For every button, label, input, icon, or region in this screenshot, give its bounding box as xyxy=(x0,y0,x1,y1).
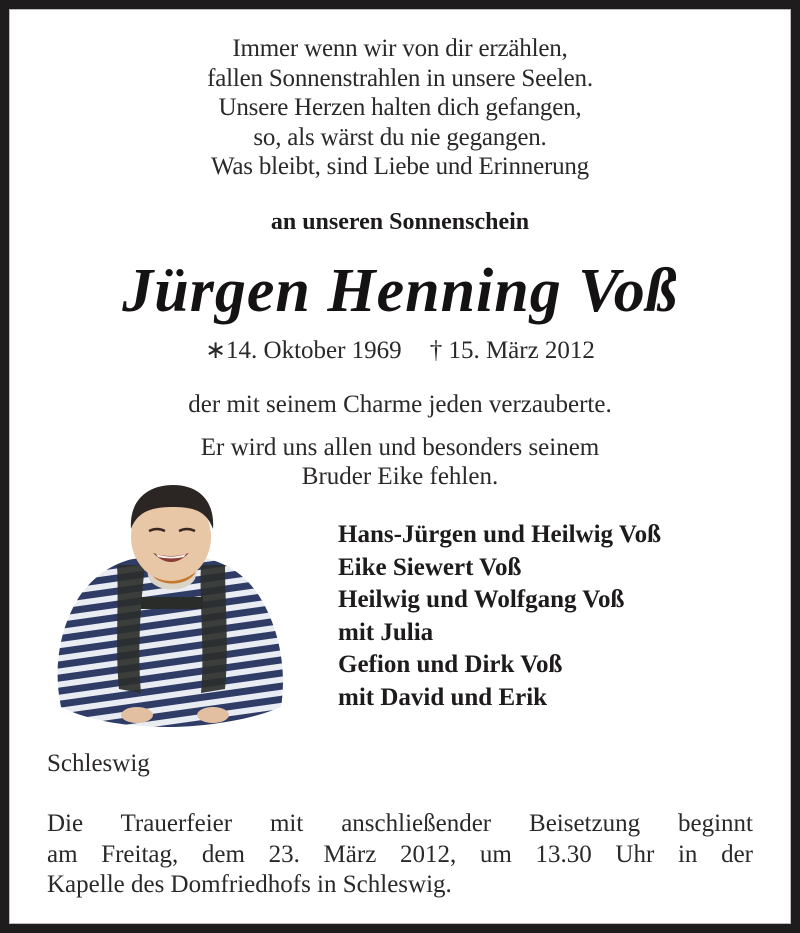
tribute-line: Bruder Eike fehlen. xyxy=(301,463,499,490)
funeral-info-line: am Freitag, dem 23. März 2012, um 13.30 Uhr in der xyxy=(47,840,753,868)
poem-line: so, als wärst du nie gegangen. xyxy=(253,123,547,151)
mourner-line: mit Julia xyxy=(338,618,434,646)
funeral-info xyxy=(47,809,753,901)
place-name: Schleswig xyxy=(47,750,150,777)
life-dates xyxy=(9,335,791,365)
poem xyxy=(9,34,791,182)
tribute-line: der mit seinem Charme jeden verzauberte. xyxy=(188,391,612,418)
poem-line: Immer wenn wir von dir erzählen, xyxy=(232,35,568,62)
mourner-line: mit David und Erik xyxy=(338,683,548,711)
mourners-list xyxy=(338,519,661,714)
funeral-info-line: Kapelle des Domfriedhofs in Schleswig. xyxy=(47,871,452,898)
deceased-name: Jürgen Henning Voß xyxy=(122,257,678,325)
birth-date: ∗14. Oktober 1969 xyxy=(205,337,402,364)
mourner-line: Heilwig und Wolfgang Voß xyxy=(338,586,625,613)
obituary-notice xyxy=(9,9,791,924)
dedication: an unseren Sonnenschein xyxy=(270,209,530,235)
death-date: † 15. März 2012 xyxy=(429,337,595,364)
poem-line: fallen Sonnenstrahlen in unsere Seelen. xyxy=(207,64,593,92)
mourner-line: Eike Siewert Voß xyxy=(338,553,522,581)
poem-line: Was bleibt, sind Liebe und Erinnerung xyxy=(210,153,589,180)
poem-line: Unsere Herzen halten dich gefangen, xyxy=(218,94,582,121)
portrait-photo xyxy=(49,479,294,729)
tribute-line: Er wird uns allen und besonders seinem xyxy=(200,434,600,461)
funeral-info-line: Die Trauerfeier mit anschließender Beisetzung beginnt xyxy=(47,810,753,837)
mourner-line: Hans-Jürgen und Heilwig Voß xyxy=(338,521,662,548)
mourner-line: Gefion und Dirk Voß xyxy=(338,651,563,678)
